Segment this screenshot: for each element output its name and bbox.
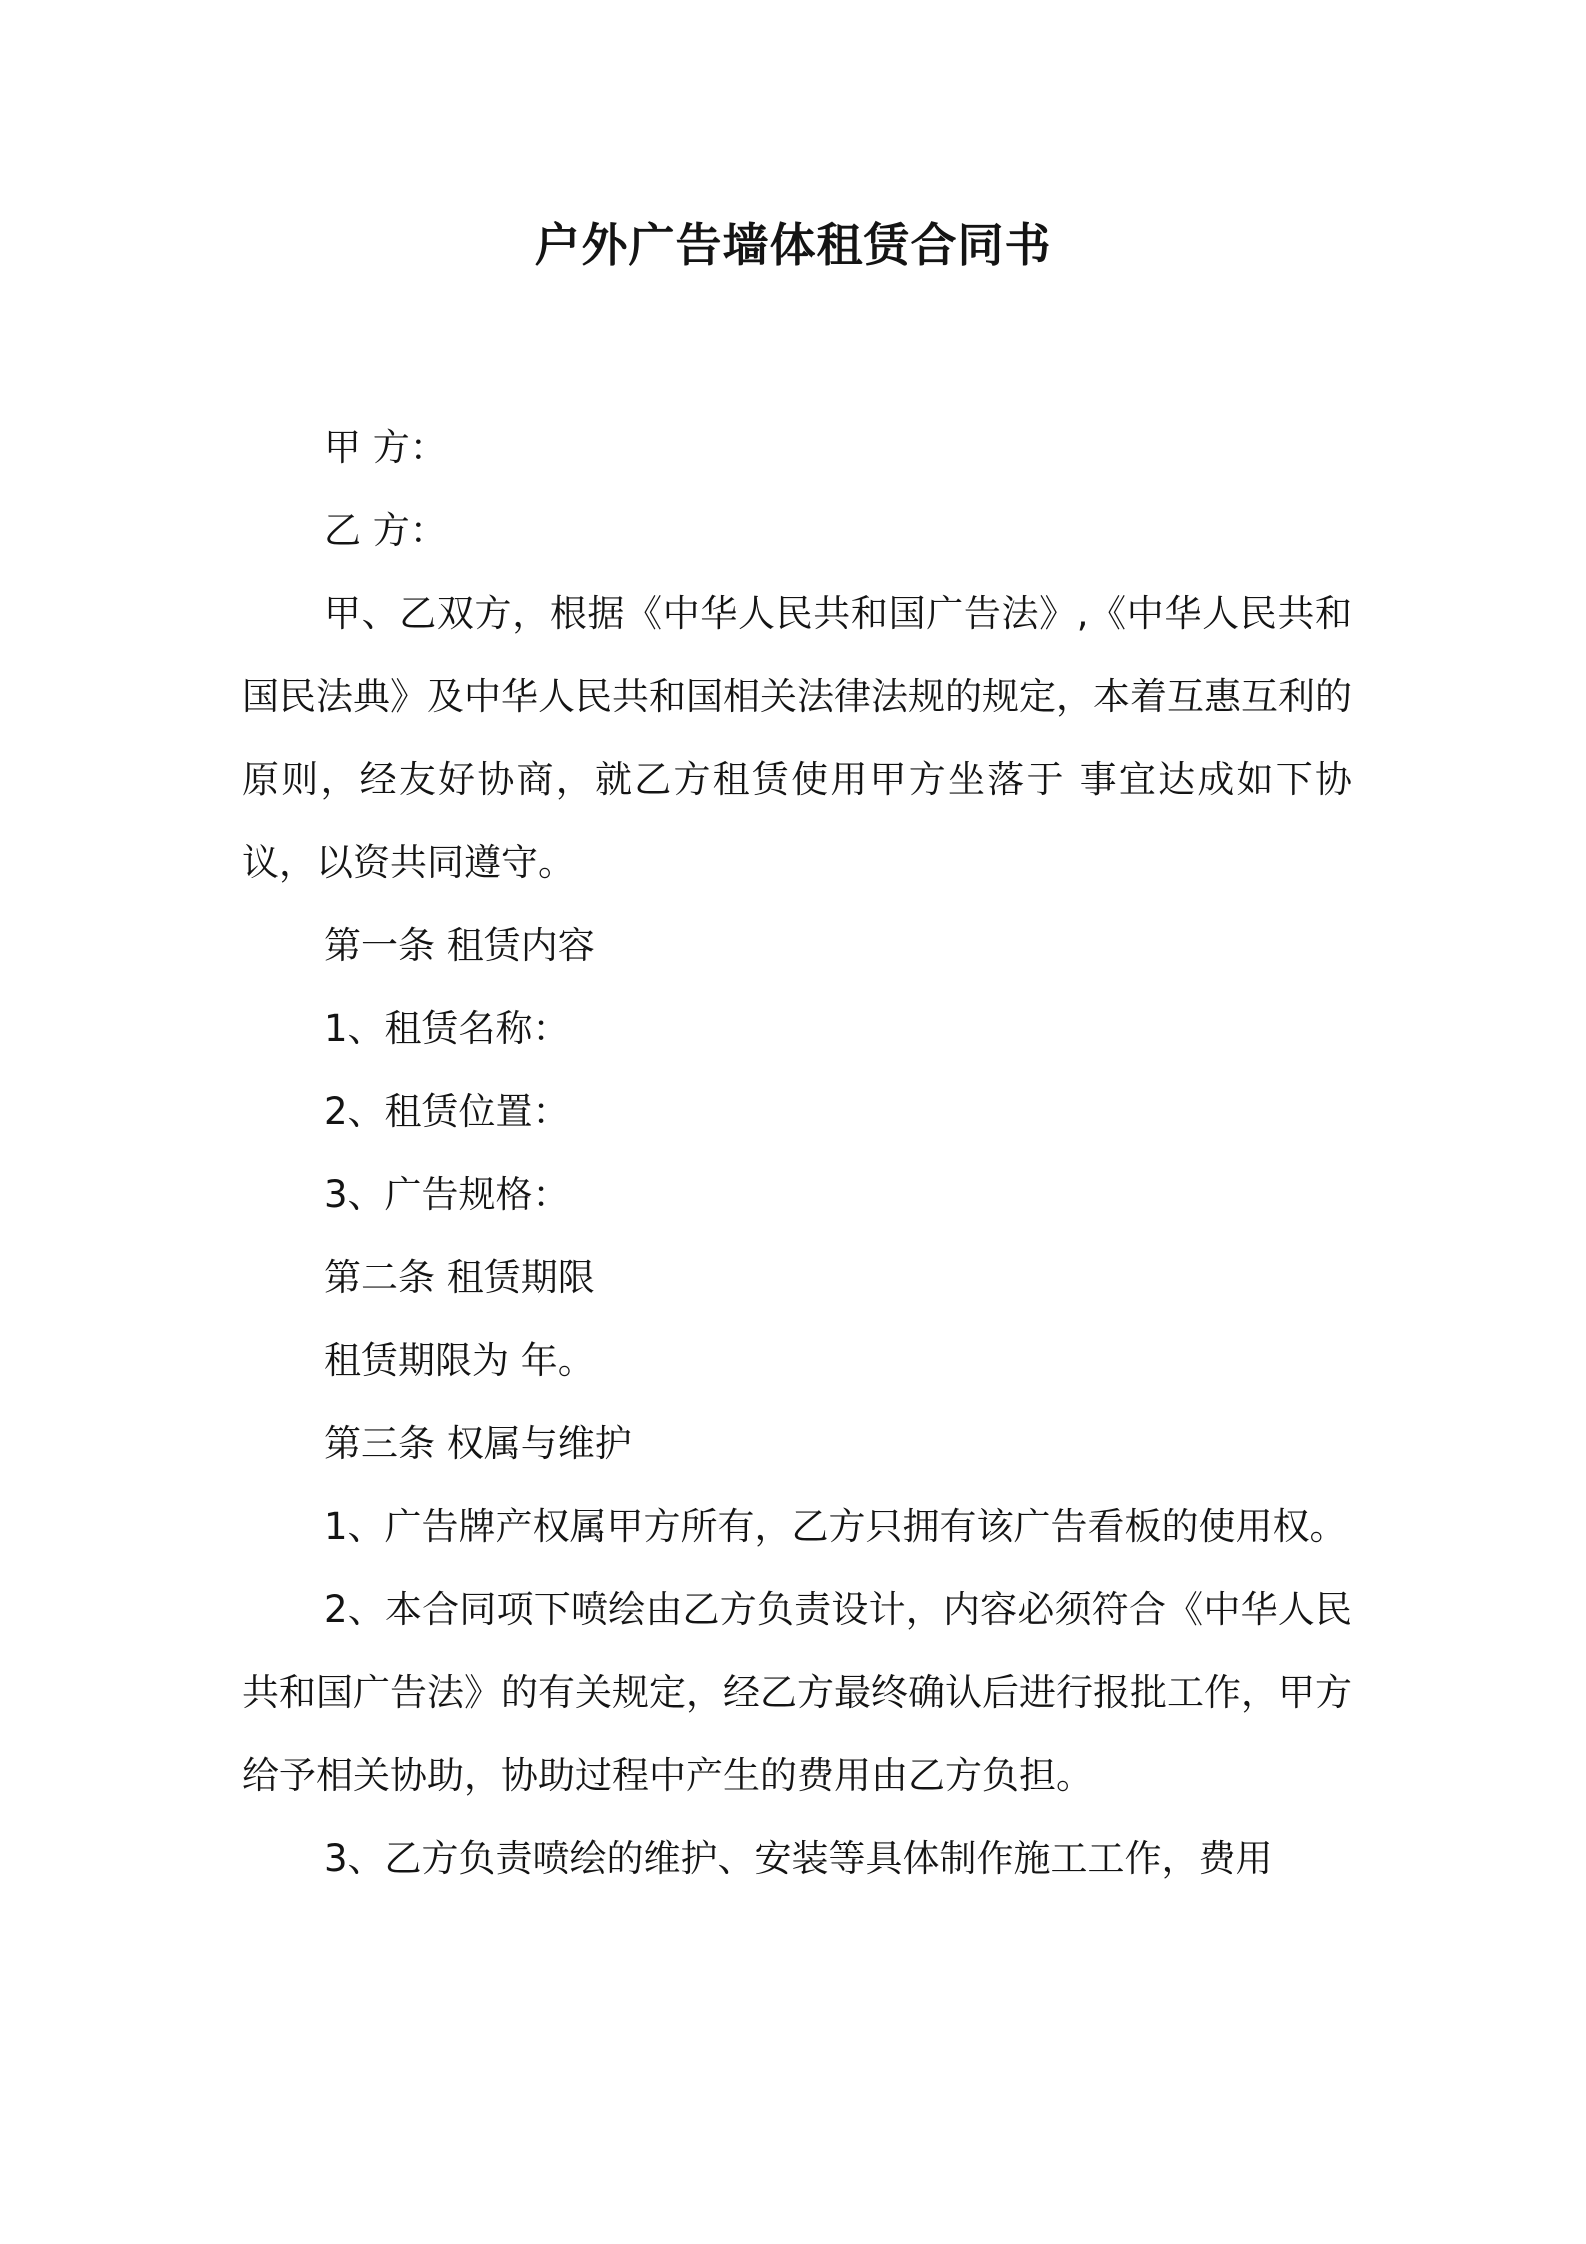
lease-term-line: 租赁期限为 年。: [324, 1339, 595, 1382]
ad-spec-line: 3、广告规格：: [324, 1173, 570, 1216]
article-2-heading: 第二条 租赁期限: [324, 1256, 595, 1299]
party-a-line: 甲 方：: [324, 426, 447, 469]
design-clause: 2、本合同项下喷绘由乙方负责设计，内容必须符合《中华人民共和国广告法》的有关规定，经乙方最终确认后进行报批工作，甲方给予相关协助，协助过程中产生的费用由乙方负担。: [242, 1588, 1352, 1797]
document-body: [242, 406, 1352, 1900]
preamble-paragraph: 甲、乙双方，根据《中华人民共和国广告法》,《中华人民共和国民法典》及中华人民共和国相关法律法规的规定，本着互惠互利的原则，经友好协商，就乙方租赁使用甲方坐落于 事宜达成如下协议，以资共同遵守。: [242, 592, 1352, 884]
article-1-heading: 第一条 租赁内容: [324, 924, 595, 967]
party-b-line: 乙 方：: [324, 509, 447, 552]
lease-name-line: 1、租赁名称：: [324, 1007, 570, 1050]
document-title: 户外广告墙体租赁合同书: [534, 218, 1052, 272]
article-3-heading: 第三条 权属与维护: [324, 1422, 632, 1465]
maintenance-clause: 3、乙方负责喷绘的维护、安装等具体制作施工工作，费用: [324, 1837, 1273, 1880]
ownership-clause: 1、广告牌产权属甲方所有，乙方只拥有该广告看板的使用权。: [324, 1505, 1347, 1548]
lease-location-line: 2、租赁位置：: [324, 1090, 570, 1133]
